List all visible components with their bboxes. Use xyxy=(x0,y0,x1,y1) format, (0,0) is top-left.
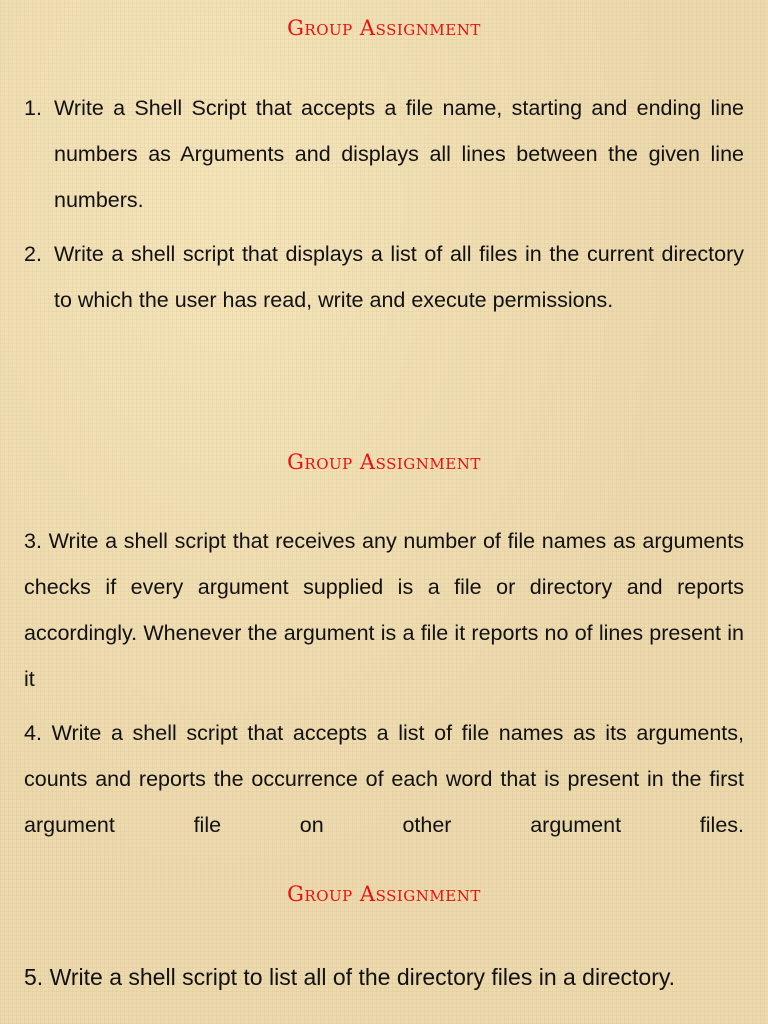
section-2-title: Group Assignment xyxy=(287,450,481,474)
list-item-2 xyxy=(24,231,744,323)
paragraph-3: 3. Write a shell script that receives any number of file names as arguments checks if every argument supplied is a file or directory and reports accordingly. Whenever the argument is a file it reports no of lines present in it xyxy=(24,529,744,691)
list-item-number: 2. xyxy=(24,242,42,266)
list-item-number: 1. xyxy=(24,96,42,120)
list-item-text: Write a Shell Script that accepts a file name, starting and ending line numbers as Arguments and displays all lines between the given line numbers. xyxy=(54,96,744,212)
section-1-title: Group Assignment xyxy=(287,16,481,40)
list-item-1 xyxy=(24,85,744,223)
list-item-text: Write a shell script that displays a list of all files in the current directory to which the user has read, write and execute permissions. xyxy=(54,242,744,312)
paragraph-4: 4. Write a shell script that accepts a list of file names as its arguments, counts and reports the occurrence of each word that is present in the first argument file on other argument files. xyxy=(24,721,744,837)
paragraph-5: 5. Write a shell script to list all of the directory files in a directory. xyxy=(24,964,676,990)
section-3-title: Group Assignment xyxy=(287,882,481,906)
